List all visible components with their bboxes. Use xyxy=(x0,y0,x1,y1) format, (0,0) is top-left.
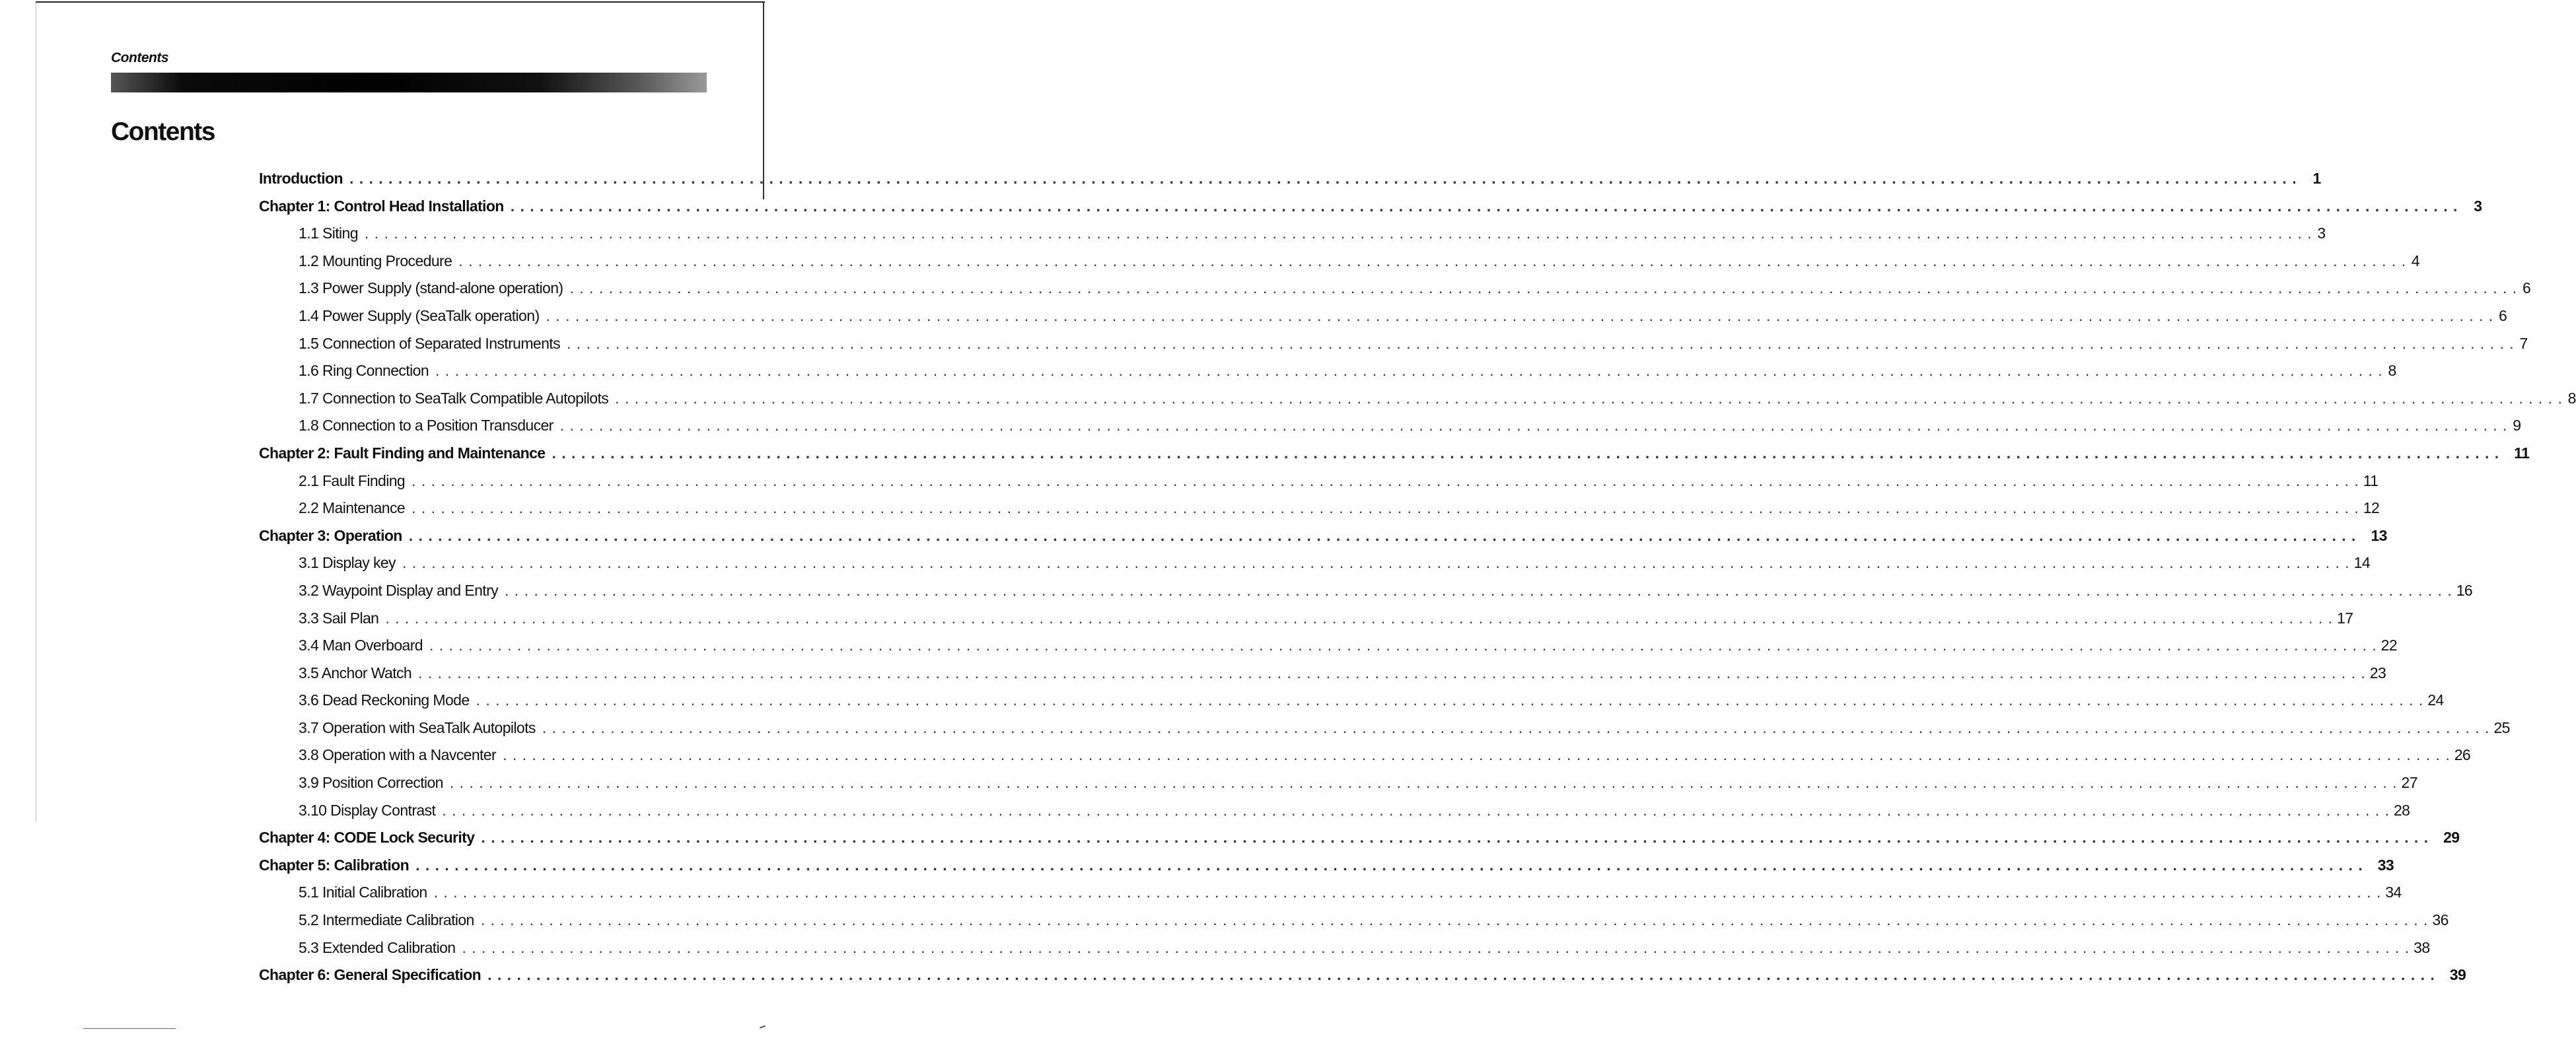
toc-leader-dots: . . . . . . . . . . . . . . . . . . . . . . . . . . . . . . . . . . . . . . . . . . . . . . . . . . . . . . . . . . . . . . . . . . . . . . . . . . . . . . . . . . . . . . . . . . . . . . . . . . . . . . . . . . . . . . . . . . . . . . . . . . . . . . . . . . . . . . . . . . . . . . . . . . . . . . . . . . . . . . . . . . . . . . . . . . . . . . . . . . . . . . . . . . . . . . . . . . . . . . . . xyxy=(510,197,2458,215)
toc-leader-dots: . . . . . . . . . . . . . . . . . . . . . . . . . . . . . . . . . . . . . . . . . . . . . . . . . . . . . . . . . . . . . . . . . . . . . . . . . . . . . . . . . . . . . . . . . . . . . . . . . . . . . . . . . . . . . . . . . . . . . . . . . . . . . . . . . . . . . . . . . . . . . . . . . . . . . . . . . . . . . . . . . . . . . . . . . . . . . . . . . . . . . . . . . . . . . . . . . . . . . . . . xyxy=(542,718,2490,736)
toc-entry-title: 3.2 Waypoint Display and Entry xyxy=(299,581,499,599)
toc-page-number: 29 xyxy=(2443,829,2460,847)
toc-entry-title: 3.1 Display key xyxy=(299,554,396,572)
toc-section-entry[interactable] xyxy=(259,934,2430,962)
toc-leader-dots: . . . . . . . . . . . . . . . . . . . . . . . . . . . . . . . . . . . . . . . . . . . . . . . . . . . . . . . . . . . . . . . . . . . . . . . . . . . . . . . . . . . . . . . . . . . . . . . . . . . . . . . . . . . . . . . . . . . . . . . . . . . . . . . . . . . . . . . . . . . . . . . . . . . . . . . . . . . . . . . . . . . . . . . . . . . . . . . . . . . . . . . . . . . . . . . . . . . . . . . . xyxy=(435,362,2383,380)
toc-page-number: 8 xyxy=(2567,389,2576,407)
toc-page-number: 27 xyxy=(2401,774,2417,792)
toc-section-entry[interactable] xyxy=(259,330,2528,358)
toc-entry-title: 1.5 Connection of Separated Instruments xyxy=(299,334,560,352)
toc-page-number: 38 xyxy=(2414,938,2430,956)
toc-page-number: 11 xyxy=(2363,471,2379,489)
toc-page-number: 36 xyxy=(2432,911,2449,929)
toc-leader-dots: . . . . . . . . . . . . . . . . . . . . . . . . . . . . . . . . . . . . . . . . . . . . . . . . . . . . . . . . . . . . . . . . . . . . . . . . . . . . . . . . . . . . . . . . . . . . . . . . . . . . . . . . . . . . . . . . . . . . . . . . . . . . . . . . . . . . . . . . . . . . . . . . . . . . . . . . . . . . . . . . . . . . . . . . . . . . . . . . . . . . . . . . . . . . . . . . . . . . . . . . xyxy=(546,306,2494,324)
toc-leader-dots: . . . . . . . . . . . . . . . . . . . . . . . . . . . . . . . . . . . . . . . . . . . . . . . . . . . . . . . . . . . . . . . . . . . . . . . . . . . . . . . . . . . . . . . . . . . . . . . . . . . . . . . . . . . . . . . . . . . . . . . . . . . . . . . . . . . . . . . . . . . . . . . . . . . . . . . . . . . . . . . . . . . . . . . . . . . . . . . . . . . . . . . . . . . . . . . . . . . . . . . . xyxy=(481,829,2429,847)
toc-page-number: 28 xyxy=(2393,801,2410,819)
corner-mark xyxy=(760,1026,766,1029)
toc-section-entry[interactable] xyxy=(259,879,2402,907)
toc-chapter-entry[interactable] xyxy=(259,852,2394,880)
toc-section-entry[interactable] xyxy=(259,769,2417,797)
toc-entry-title: Chapter 3: Operation xyxy=(259,526,402,544)
toc-entry-title: Chapter 4: CODE Lock Security xyxy=(259,829,475,847)
footnote-rule xyxy=(83,1028,176,1029)
toc-entry-title: Chapter 5: Calibration xyxy=(259,856,410,874)
toc-page-number: 3 xyxy=(2474,197,2482,215)
toc-leader-dots: . . . . . . . . . . . . . . . . . . . . . . . . . . . . . . . . . . . . . . . . . . . . . . . . . . . . . . . . . . . . . . . . . . . . . . . . . . . . . . . . . . . . . . . . . . . . . . . . . . . . . . . . . . . . . . . . . . . . . . . . . . . . . . . . . . . . . . . . . . . . . . . . . . . . . . . . . . . . . . . . . . . . . . . . . . . . . . . . . . . . . . . . . . . . . . . . . . . . . . . . xyxy=(418,664,2366,681)
toc-leader-dots: . . . . . . . . . . . . . . . . . . . . . . . . . . . . . . . . . . . . . . . . . . . . . . . . . . . . . . . . . . . . . . . . . . . . . . . . . . . . . . . . . . . . . . . . . . . . . . . . . . . . . . . . . . . . . . . . . . . . . . . . . . . . . . . . . . . . . . . . . . . . . . . . . . . . . . . . . . . . . . . . . . . . . . . . . . . . . . . . . . . . . . . . . . . . . . . . . . . . . . . . xyxy=(480,911,2429,929)
page-title: Contents xyxy=(111,118,215,146)
toc-section-entry[interactable] xyxy=(259,412,2521,440)
toc-section-entry[interactable] xyxy=(259,605,2353,633)
toc-entry-title: 5.2 Intermediate Calibration xyxy=(299,911,474,929)
toc-section-entry[interactable] xyxy=(259,742,2471,769)
toc-chapter-entry[interactable] xyxy=(259,522,2387,550)
toc-entry-title: 3.9 Position Correction xyxy=(299,774,443,792)
toc-entry-title: 1.6 Ring Connection xyxy=(299,362,429,380)
toc-leader-dots: . . . . . . . . . . . . . . . . . . . . . . . . . . . . . . . . . . . . . . . . . . . . . . . . . . . . . . . . . . . . . . . . . . . . . . . . . . . . . . . . . . . . . . . . . . . . . . . . . . . . . . . . . . . . . . . . . . . . . . . . . . . . . . . . . . . . . . . . . . . . . . . . . . . . . . . . . . . . . . . . . . . . . . . . . . . . . . . . . . . . . . . . . . . . . . . . . . . . . . . . xyxy=(415,856,2363,874)
toc-section-entry[interactable] xyxy=(259,495,2380,522)
page-border-top xyxy=(36,1,765,3)
toc-chapter-entry[interactable] xyxy=(259,193,2482,221)
toc-leader-dots: . . . . . . . . . . . . . . . . . . . . . . . . . . . . . . . . . . . . . . . . . . . . . . . . . . . . . . . . . . . . . . . . . . . . . . . . . . . . . . . . . . . . . . . . . . . . . . . . . . . . . . . . . . . . . . . . . . . . . . . . . . . . . . . . . . . . . . . . . . . . . . . . . . . . . . . . . . . . . . . . . . . . . . . . . . . . . . . . . . . . . . . . . . . . . . . . . . . . . . . . xyxy=(411,471,2359,489)
toc-page-number: 1 xyxy=(2312,170,2321,187)
toc-page-number: 9 xyxy=(2513,417,2521,435)
toc-page-number: 7 xyxy=(2519,334,2528,352)
toc-section-entry[interactable] xyxy=(259,577,2473,605)
toc-leader-dots: . . . . . . . . . . . . . . . . . . . . . . . . . . . . . . . . . . . . . . . . . . . . . . . . . . . . . . . . . . . . . . . . . . . . . . . . . . . . . . . . . . . . . . . . . . . . . . . . . . . . . . . . . . . . . . . . . . . . . . . . . . . . . . . . . . . . . . . . . . . . . . . . . . . . . . . . . . . . . . . . . . . . . . . . . . . . . . . . . . . . . . . . . . . . . . . . . . . . . . . . xyxy=(385,609,2334,627)
toc-page-number: 25 xyxy=(2493,718,2510,736)
toc-entry-title: Chapter 2: Fault Finding and Maintenance xyxy=(259,444,546,462)
toc-leader-dots: . . . . . . . . . . . . . . . . . . . . . . . . . . . . . . . . . . . . . . . . . . . . . . . . . . . . . . . . . . . . . . . . . . . . . . . . . . . . . . . . . . . . . . . . . . . . . . . . . . . . . . . . . . . . . . . . . . . . . . . . . . . . . . . . . . . . . . . . . . . . . . . . . . . . . . . . . . . . . . . . . . . . . . . . . . . . . . . . . . . . . . . . . . . . . . . . . . . . . . . . xyxy=(408,526,2357,544)
toc-section-entry[interactable] xyxy=(259,248,2419,275)
toc-leader-dots: . . . . . . . . . . . . . . . . . . . . . . . . . . . . . . . . . . . . . . . . . . . . . . . . . . . . . . . . . . . . . . . . . . . . . . . . . . . . . . . . . . . . . . . . . . . . . . . . . . . . . . . . . . . . . . . . . . . . . . . . . . . . . . . . . . . . . . . . . . . . . . . . . . . . . . . . . . . . . . . . . . . . . . . . . . . . . . . . . . . . . . . . . . . . . . . . . . . . . . . . xyxy=(569,279,2518,297)
toc-leader-dots: . . . . . . . . . . . . . . . . . . . . . . . . . . . . . . . . . . . . . . . . . . . . . . . . . . . . . . . . . . . . . . . . . . . . . . . . . . . . . . . . . . . . . . . . . . . . . . . . . . . . . . . . . . . . . . . . . . . . . . . . . . . . . . . . . . . . . . . . . . . . . . . . . . . . . . . . . . . . . . . . . . . . . . . . . . . . . . . . . . . . . . . . . . . . . . . . . . . . . . . . xyxy=(449,774,2398,792)
toc-entry-title: 1.8 Connection to a Position Transducer xyxy=(299,417,554,435)
toc-section-entry[interactable] xyxy=(259,275,2531,302)
toc-entry-title: 2.2 Maintenance xyxy=(299,499,406,517)
toc-page-number: 13 xyxy=(2371,526,2387,544)
toc-leader-dots: . . . . . . . . . . . . . . . . . . . . . . . . . . . . . . . . . . . . . . . . . . . . . . . . . . . . . . . . . . . . . . . . . . . . . . . . . . . . . . . . . . . . . . . . . . . . . . . . . . . . . . . . . . . . . . . . . . . . . . . . . . . . . . . . . . . . . . . . . . . . . . . . . . . . . . . . . . . . . . . . . . . . . . . . . . . . . . . . . . . . . . . . . . . . . . . . . . . . . . . . xyxy=(458,252,2406,269)
toc-section-entry[interactable] xyxy=(259,357,2396,385)
toc-page-number: 6 xyxy=(2498,306,2507,324)
toc-page-number: 23 xyxy=(2369,664,2386,681)
toc-leader-dots: . . . . . . . . . . . . . . . . . . . . . . . . . . . . . . . . . . . . . . . . . . . . . . . . . . . . . . . . . . . . . . . . . . . . . . . . . . . . . . . . . . . . . . . . . . . . . . . . . . . . . . . . . . . . . . . . . . . . . . . . . . . . . . . . . . . . . . . . . . . . . . . . . . . . . . . . . . . . . . . . . . . . . . . . . . . . . . . . . . . . . . . . . . . . . . . . . . . . . . . . xyxy=(429,637,2377,654)
toc-page-number: 33 xyxy=(2377,856,2394,874)
toc-section-entry[interactable] xyxy=(259,687,2444,715)
toc-leader-dots: . . . . . . . . . . . . . . . . . . . . . . . . . . . . . . . . . . . . . . . . . . . . . . . . . . . . . . . . . . . . . . . . . . . . . . . . . . . . . . . . . . . . . . . . . . . . . . . . . . . . . . . . . . . . . . . . . . . . . . . . . . . . . . . . . . . . . . . . . . . . . . . . . . . . . . . . . . . . . . . . . . . . . . . . . . . . . . . . . . . . . . . . . . . . . . . . . . . . . . . . xyxy=(442,801,2390,819)
toc-leader-dots: . . . . . . . . . . . . . . . . . . . . . . . . . . . . . . . . . . . . . . . . . . . . . . . . . . . . . . . . . . . . . . . . . . . . . . . . . . . . . . . . . . . . . . . . . . . . . . . . . . . . . . . . . . . . . . . . . . . . . . . . . . . . . . . . . . . . . . . . . . . . . . . . . . . . . . . . . . . . . . . . . . . . . . . . . . . . . . . . . . . . . . . . . . . . . . . . . . . . . . . . xyxy=(349,170,2297,187)
toc-chapter-entry[interactable] xyxy=(259,824,2460,852)
toc-section-entry[interactable] xyxy=(259,907,2449,934)
toc-section-entry[interactable] xyxy=(259,468,2379,495)
table-of-contents xyxy=(259,165,2576,989)
toc-entry-title: 3.7 Operation with SeaTalk Autopilots xyxy=(299,718,536,736)
toc-chapter-entry[interactable] xyxy=(259,440,2530,468)
toc-chapter-entry[interactable] xyxy=(259,961,2466,989)
toc-section-entry[interactable] xyxy=(259,549,2371,577)
toc-leader-dots: . . . . . . . . . . . . . . . . . . . . . . . . . . . . . . . . . . . . . . . . . . . . . . . . . . . . . . . . . . . . . . . . . . . . . . . . . . . . . . . . . . . . . . . . . . . . . . . . . . . . . . . . . . . . . . . . . . . . . . . . . . . . . . . . . . . . . . . . . . . . . . . . . . . . . . . . . . . . . . . . . . . . . . . . . . . . . . . . . . . . . . . . . . . . . . . . . . . . . . . . xyxy=(615,389,2563,407)
toc-entry-title: 1.2 Mounting Procedure xyxy=(299,252,452,269)
toc-leader-dots: . . . . . . . . . . . . . . . . . . . . . . . . . . . . . . . . . . . . . . . . . . . . . . . . . . . . . . . . . . . . . . . . . . . . . . . . . . . . . . . . . . . . . . . . . . . . . . . . . . . . . . . . . . . . . . . . . . . . . . . . . . . . . . . . . . . . . . . . . . . . . . . . . . . . . . . . . . . . . . . . . . . . . . . . . . . . . . . . . . . . . . . . . . . . . . . . . . . . . . . . xyxy=(559,417,2508,435)
toc-section-entry[interactable] xyxy=(259,715,2510,742)
toc-leader-dots: . . . . . . . . . . . . . . . . . . . . . . . . . . . . . . . . . . . . . . . . . . . . . . . . . . . . . . . . . . . . . . . . . . . . . . . . . . . . . . . . . . . . . . . . . . . . . . . . . . . . . . . . . . . . . . . . . . . . . . . . . . . . . . . . . . . . . . . . . . . . . . . . . . . . . . . . . . . . . . . . . . . . . . . . . . . . . . . . . . . . . . . . . . . . . . . . . . . . . . . . xyxy=(476,691,2424,709)
running-head: Contents xyxy=(111,50,168,65)
toc-chapter-entry[interactable] xyxy=(259,165,2321,193)
toc-page-number: 39 xyxy=(2449,966,2466,984)
toc-leader-dots: . . . . . . . . . . . . . . . . . . . . . . . . . . . . . . . . . . . . . . . . . . . . . . . . . . . . . . . . . . . . . . . . . . . . . . . . . . . . . . . . . . . . . . . . . . . . . . . . . . . . . . . . . . . . . . . . . . . . . . . . . . . . . . . . . . . . . . . . . . . . . . . . . . . . . . . . . . . . . . . . . . . . . . . . . . . . . . . . . . . . . . . . . . . . . . . . . . . . . . . . xyxy=(364,225,2312,242)
toc-leader-dots: . . . . . . . . . . . . . . . . . . . . . . . . . . . . . . . . . . . . . . . . . . . . . . . . . . . . . . . . . . . . . . . . . . . . . . . . . . . . . . . . . . . . . . . . . . . . . . . . . . . . . . . . . . . . . . . . . . . . . . . . . . . . . . . . . . . . . . . . . . . . . . . . . . . . . . . . . . . . . . . . . . . . . . . . . . . . . . . . . . . . . . . . . . . . . . . . . . . . . . . . xyxy=(487,966,2435,984)
toc-entry-title: 3.4 Man Overboard xyxy=(299,637,423,654)
toc-entry-title: 5.3 Extended Calibration xyxy=(299,938,456,956)
toc-entry-title: Chapter 1: Control Head Installation xyxy=(259,197,504,215)
toc-page-number: 22 xyxy=(2380,637,2398,654)
toc-entry-title: 1.3 Power Supply (stand-alone operation) xyxy=(299,279,563,297)
toc-leader-dots: . . . . . . . . . . . . . . . . . . . . . . . . . . . . . . . . . . . . . . . . . . . . . . . . . . . . . . . . . . . . . . . . . . . . . . . . . . . . . . . . . . . . . . . . . . . . . . . . . . . . . . . . . . . . . . . . . . . . . . . . . . . . . . . . . . . . . . . . . . . . . . . . . . . . . . . . . . . . . . . . . . . . . . . . . . . . . . . . . . . . . . . . . . . . . . . . . . . . . . . . xyxy=(402,554,2350,572)
toc-entry-title: Chapter 6: General Specification xyxy=(259,966,482,984)
toc-leader-dots: . . . . . . . . . . . . . . . . . . . . . . . . . . . . . . . . . . . . . . . . . . . . . . . . . . . . . . . . . . . . . . . . . . . . . . . . . . . . . . . . . . . . . . . . . . . . . . . . . . . . . . . . . . . . . . . . . . . . . . . . . . . . . . . . . . . . . . . . . . . . . . . . . . . . . . . . . . . . . . . . . . . . . . . . . . . . . . . . . . . . . . . . . . . . . . . . . . . . . . . . xyxy=(433,884,2382,901)
toc-section-entry[interactable] xyxy=(259,797,2410,825)
toc-page-number: 11 xyxy=(2514,444,2530,462)
toc-leader-dots: . . . . . . . . . . . . . . . . . . . . . . . . . . . . . . . . . . . . . . . . . . . . . . . . . . . . . . . . . . . . . . . . . . . . . . . . . . . . . . . . . . . . . . . . . . . . . . . . . . . . . . . . . . . . . . . . . . . . . . . . . . . . . . . . . . . . . . . . . . . . . . . . . . . . . . . . . . . . . . . . . . . . . . . . . . . . . . . . . . . . . . . . . . . . . . . . . . . . . . . . xyxy=(411,499,2359,517)
toc-page-number: 34 xyxy=(2385,884,2402,901)
toc-page-number: 3 xyxy=(2317,225,2326,242)
toc-page-number: 12 xyxy=(2363,499,2380,517)
toc-leader-dots: . . . . . . . . . . . . . . . . . . . . . . . . . . . . . . . . . . . . . . . . . . . . . . . . . . . . . . . . . . . . . . . . . . . . . . . . . . . . . . . . . . . . . . . . . . . . . . . . . . . . . . . . . . . . . . . . . . . . . . . . . . . . . . . . . . . . . . . . . . . . . . . . . . . . . . . . . . . . . . . . . . . . . . . . . . . . . . . . . . . . . . . . . . . . . . . . . . . . . . . . xyxy=(505,581,2452,599)
toc-entry-title: 5.1 Initial Calibration xyxy=(299,884,427,901)
toc-section-entry[interactable] xyxy=(259,302,2507,330)
toc-page-number: 17 xyxy=(2337,609,2353,627)
toc-section-entry[interactable] xyxy=(259,660,2386,687)
toc-entry-title: 3.5 Anchor Watch xyxy=(299,664,412,681)
toc-entry-title: 3.8 Operation with a Navcenter xyxy=(299,746,497,764)
toc-entry-title: Introduction xyxy=(259,170,343,187)
header-rule-bar xyxy=(111,73,707,92)
toc-section-entry[interactable] xyxy=(259,632,2398,660)
toc-entry-title: 3.3 Sail Plan xyxy=(299,609,379,627)
toc-page-number: 24 xyxy=(2427,691,2444,709)
toc-entry-title: 2.1 Fault Finding xyxy=(299,471,406,489)
toc-page-number: 6 xyxy=(2522,279,2531,297)
toc-page-number: 4 xyxy=(2411,252,2419,269)
toc-page-number: 26 xyxy=(2454,746,2471,764)
toc-page-number: 14 xyxy=(2353,554,2371,572)
toc-leader-dots: . . . . . . . . . . . . . . . . . . . . . . . . . . . . . . . . . . . . . . . . . . . . . . . . . . . . . . . . . . . . . . . . . . . . . . . . . . . . . . . . . . . . . . . . . . . . . . . . . . . . . . . . . . . . . . . . . . . . . . . . . . . . . . . . . . . . . . . . . . . . . . . . . . . . . . . . . . . . . . . . . . . . . . . . . . . . . . . . . . . . . . . . . . . . . . . . . . . . . . . . xyxy=(566,334,2515,352)
toc-leader-dots: . . . . . . . . . . . . . . . . . . . . . . . . . . . . . . . . . . . . . . . . . . . . . . . . . . . . . . . . . . . . . . . . . . . . . . . . . . . . . . . . . . . . . . . . . . . . . . . . . . . . . . . . . . . . . . . . . . . . . . . . . . . . . . . . . . . . . . . . . . . . . . . . . . . . . . . . . . . . . . . . . . . . . . . . . . . . . . . . . . . . . . . . . . . . . . . . . . . . . . . . xyxy=(462,938,2410,956)
toc-leader-dots: . . . . . . . . . . . . . . . . . . . . . . . . . . . . . . . . . . . . . . . . . . . . . . . . . . . . . . . . . . . . . . . . . . . . . . . . . . . . . . . . . . . . . . . . . . . . . . . . . . . . . . . . . . . . . . . . . . . . . . . . . . . . . . . . . . . . . . . . . . . . . . . . . . . . . . . . . . . . . . . . . . . . . . . . . . . . . . . . . . . . . . . . . . . . . . . . . . . . . . . . xyxy=(503,746,2451,764)
toc-entry-title: 1.4 Power Supply (SeaTalk operation) xyxy=(299,306,540,324)
toc-section-entry[interactable] xyxy=(259,385,2576,413)
toc-entry-title: 1.7 Connection to SeaTalk Compatible Autopilots xyxy=(299,389,609,407)
toc-entry-title: 3.6 Dead Reckoning Mode xyxy=(299,691,470,709)
toc-entry-title: 3.10 Display Contrast xyxy=(299,801,436,819)
toc-section-entry[interactable] xyxy=(259,220,2326,248)
toc-leader-dots: . . . . . . . . . . . . . . . . . . . . . . . . . . . . . . . . . . . . . . . . . . . . . . . . . . . . . . . . . . . . . . . . . . . . . . . . . . . . . . . . . . . . . . . . . . . . . . . . . . . . . . . . . . . . . . . . . . . . . . . . . . . . . . . . . . . . . . . . . . . . . . . . . . . . . . . . . . . . . . . . . . . . . . . . . . . . . . . . . . . . . . . . . . . . . . . . . . . . . . . . xyxy=(552,444,2500,462)
toc-entry-title: 1.1 Siting xyxy=(299,225,358,242)
toc-page-number: 8 xyxy=(2388,362,2396,380)
toc-page-number: 16 xyxy=(2456,581,2473,599)
